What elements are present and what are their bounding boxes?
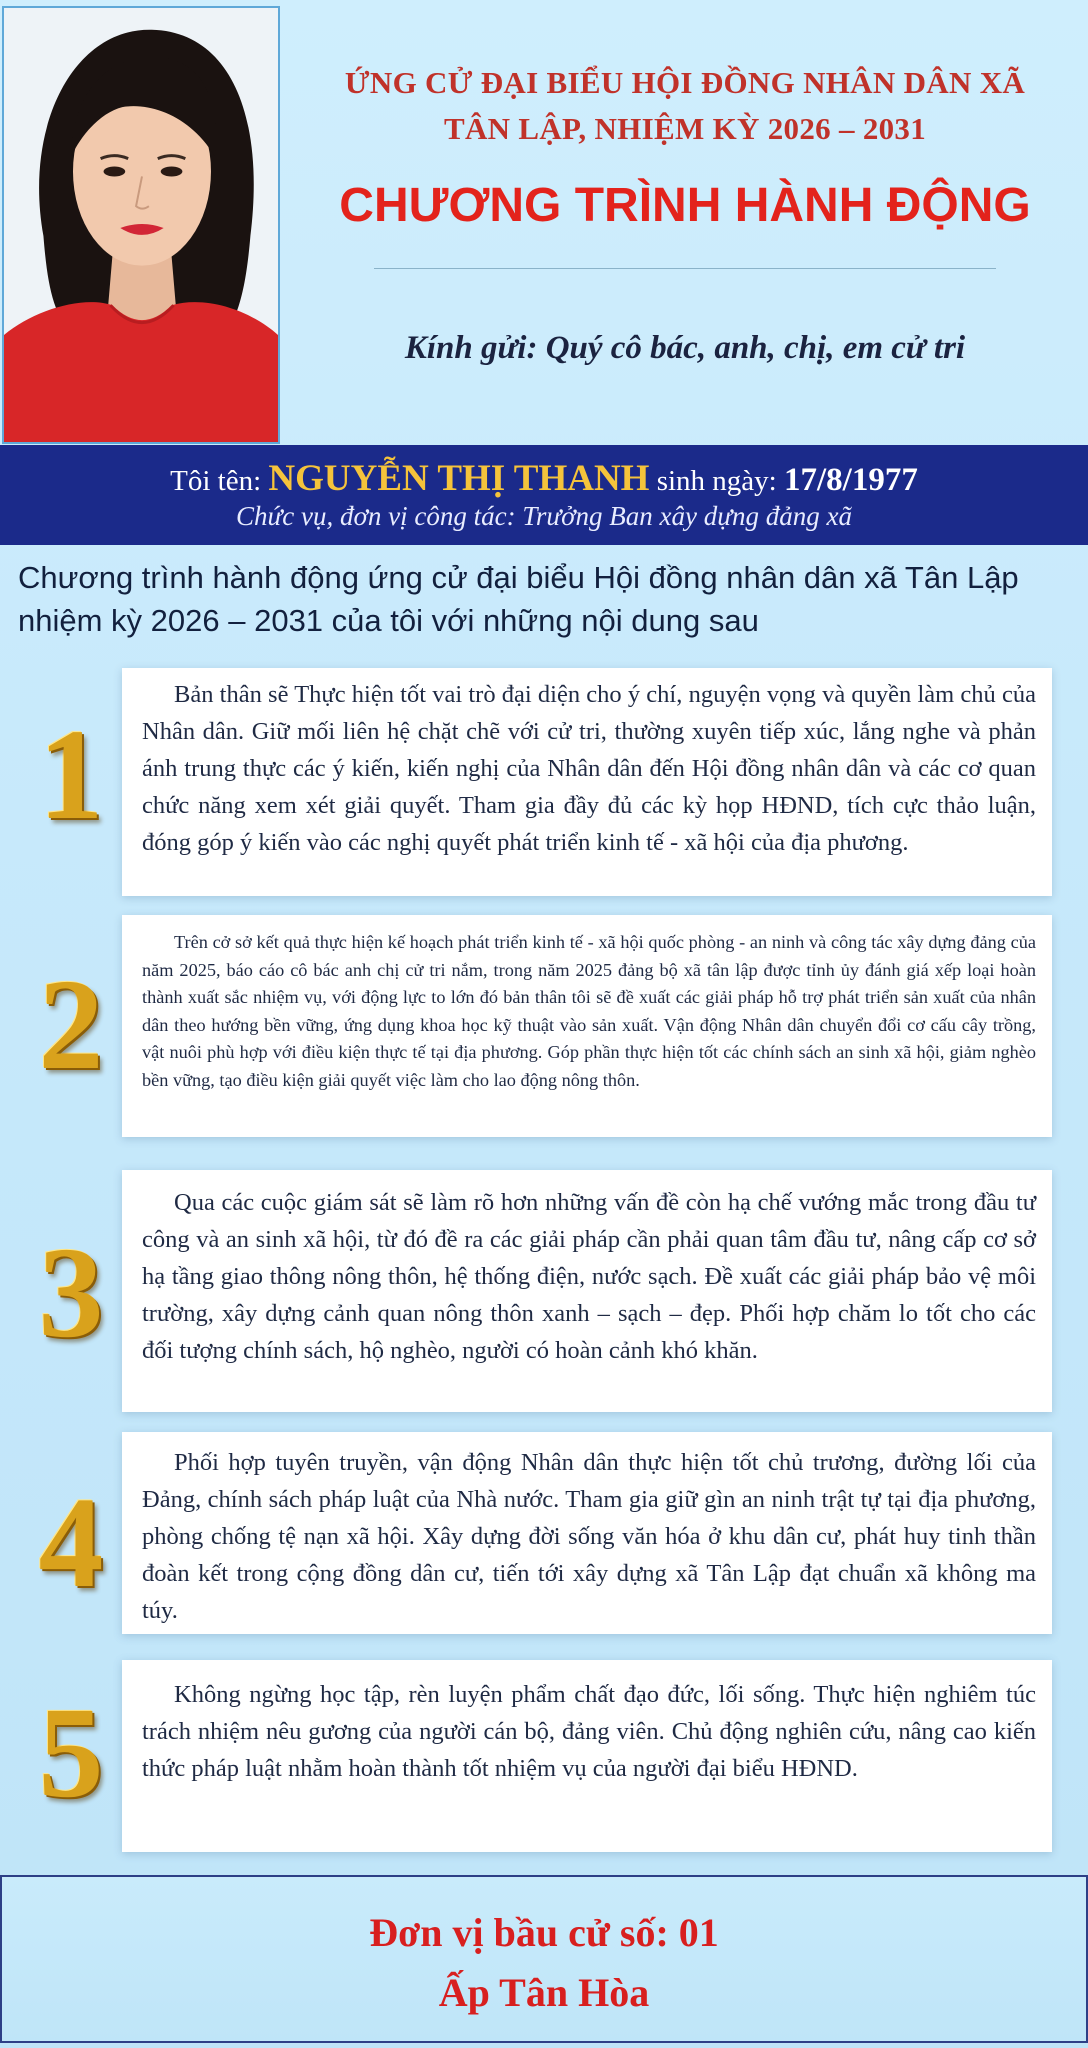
election-title [290, 60, 1080, 152]
action-item-5 [122, 1660, 1052, 1852]
greeting: Kính gửi: Quý cô bác, anh, chị, em cử tri [404, 330, 966, 366]
program-title: CHƯƠNG TRÌNH HÀNH ĐỘNG [339, 179, 1031, 232]
action-item-1-text: Bản thân sẽ Thực hiện tốt vai trò đại diện cho ý chí, nguyện vọng và quyền làm chủ của Nhân dân. Giữ mối liên hệ chặt chẽ với cử tri, thường xuyên tiếp xúc, lắng nghe và phản ánh trung thực các ý kiến, kiến nghị của Nhân dân đến Hội đồng nhân dân và các cơ quan chức năng xem xét giải quyết. Tham gia đầy đủ các kỳ họp HĐND, tích cực thảo luận, đóng góp ý kiến vào các nghị quyết phát triển kinh tế - xã hội của địa phương. [142, 681, 1036, 856]
candidate-band [0, 445, 1088, 545]
electoral-unit-box [0, 1875, 1088, 2043]
item-number-4: 4 [38, 1471, 104, 1615]
action-item-3-text: Qua các cuộc giám sát sẽ làm rõ hơn những vấn đề còn hạ chế vướng mắc trong đầu tư công và an sinh xã hội, từ đó đề ra các giải pháp cần phải quan tâm đầu tư, nâng cấp cơ sở hạ tầng giao thông nông thôn, hệ thống điện, nước sạch. Đề xuất các giải pháp bảo vệ môi trường, xây dựng cảnh quan nông thôn xanh – sạch – đẹp. Phối hợp chăm lo tốt cho các đối tượng chính sách, hộ nghèo, người có hoàn cảnh khó khăn. [142, 1189, 1036, 1364]
action-item-3 [122, 1170, 1052, 1412]
election-title-line2: TÂN LẬP, NHIỆM KỲ 2026 – 2031 [443, 111, 927, 146]
birth-prefix: sinh ngày: [656, 465, 777, 497]
portrait-image [4, 8, 278, 442]
election-title-line1: ỨNG CỬ ĐẠI BIỂU HỘI ĐỒNG NHÂN DÂN XÃ [344, 65, 1026, 100]
candidate-portrait [2, 6, 280, 444]
action-item-2 [122, 915, 1052, 1137]
action-item-5-text: Không ngừng học tập, rèn luyện phẩm chất đạo đức, lối sống. Thực hiện nghiêm túc trách nhiệm nêu gương của người cán bộ, đảng viên. Chủ động nghiên cứu, nâng cao kiến thức pháp luật nhằm hoàn thành tốt nhiệm vụ của người đại biểu HĐND. [142, 1681, 1036, 1782]
item-number-1: 1 [38, 703, 104, 847]
action-item-4 [122, 1432, 1052, 1634]
name-prefix: Tôi tên: [170, 465, 262, 497]
action-item-4-text: Phối hợp tuyên truyền, vận động Nhân dân thực hiện tốt chủ trương, đường lối của Đảng, chính sách pháp luật của Nhà nước. Tham gia giữ gìn an ninh trật tự tại địa phương, phòng chống tệ nạn xã hội. Xây dựng đời sống văn hóa ở khu dân cư, phát huy tinh thần đoàn kết trong cộng đồng dân cư, tiến tới xây dựng xã Tân Lập đạt chuẩn xã không ma túy. [142, 1449, 1036, 1624]
item-number-2: 2 [38, 953, 104, 1097]
candidate-name: NGUYỄN THỊ THANH [268, 458, 650, 499]
hamlet-name: Ấp Tân Hòa [438, 1970, 650, 2015]
item-number-3: 3 [38, 1221, 104, 1365]
intro-text: Chương trình hành động ứng cử đại biểu Hội đồng nhân dân xã Tân Lập nhiệm kỳ 2026 – 2031 của tôi với những nội dung sau [18, 560, 1019, 638]
item-number-5: 5 [38, 1681, 104, 1825]
birth-date: 17/8/1977 [784, 462, 918, 498]
divider [374, 268, 996, 269]
electoral-unit: Đơn vị bầu cử số: 01 [369, 1910, 719, 1955]
candidate-position: Chức vụ, đơn vị công tác: Trưởng Ban xây dựng đảng xã [236, 501, 852, 531]
action-item-2-text: Trên cở sở kết quả thực hiện kế hoạch phát triển kinh tế - xã hội quốc phòng - an ninh và công tác xây dựng đảng của năm 2025, báo cáo cô bác anh chị cử tri nắm, trong năm 2025 đảng bộ xã tân lập được tỉnh ủy đánh giá xếp loại hoàn thành xuất sắc nhiệm vụ, với động lực to lớn đó bản thân tôi sẽ đề xuất các giải pháp hỗ trợ phát triển sản xuất của nhân dân theo hướng bền vững, ứng dụng khoa học kỹ thuật vào sản xuất. Vận động Nhân dân chuyển đổi cơ cấu cây trồng, vật nuôi phù hợp với điều kiện thực tế tại địa phương. Góp phần thực hiện tốt các chính sách an sinh xã hội, giảm nghèo bền vững, tạo điều kiện giải quyết việc làm cho lao động nông thôn. [142, 932, 1036, 1090]
candidate-name-line [0, 457, 1088, 500]
action-item-1 [122, 668, 1052, 896]
